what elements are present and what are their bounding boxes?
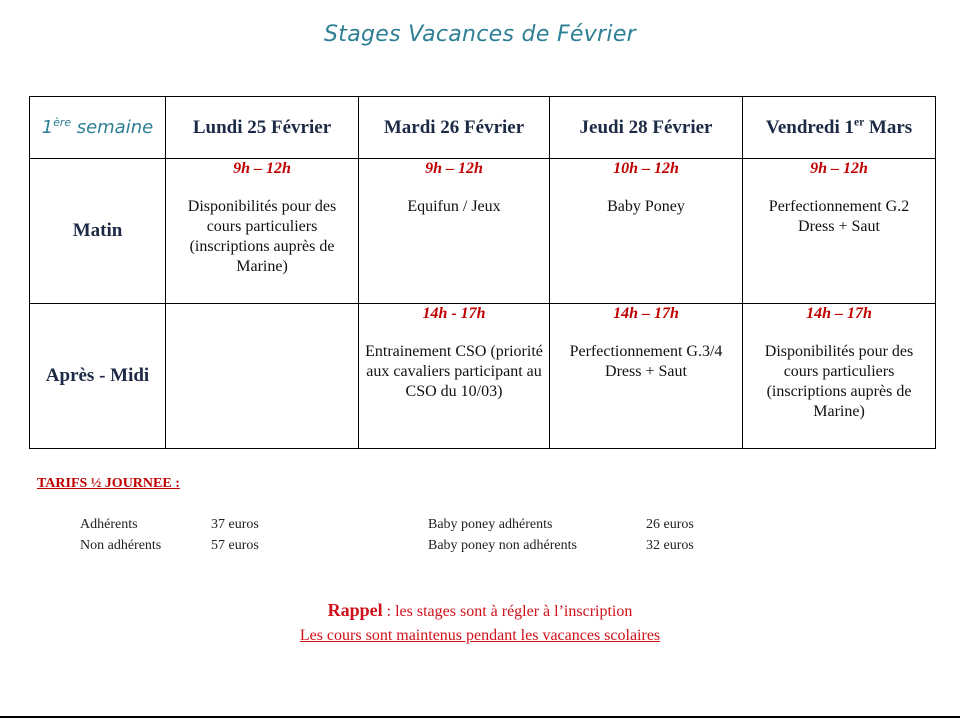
time-slot: 14h – 17h <box>613 305 679 322</box>
day-header-thursday: Jeudi 28 Février <box>550 97 743 159</box>
activity-description: Equifun / Jeux <box>407 198 501 215</box>
day-header-monday: Lundi 25 Février <box>166 97 359 159</box>
rappel-label: Rappel <box>327 600 383 620</box>
rappel-note <box>0 600 960 621</box>
header-row <box>30 97 936 159</box>
tarif-price: 37 euros <box>211 517 259 532</box>
time-slot: 10h – 12h <box>613 160 679 177</box>
schedule-cell <box>550 159 743 304</box>
tarif-price: 57 euros <box>211 538 259 553</box>
schedule-cell-empty <box>166 304 359 449</box>
row-label-afternoon: Après - Midi <box>30 304 166 449</box>
day-header-tuesday: Mardi 26 Février <box>359 97 550 159</box>
schedule-cell <box>359 159 550 304</box>
schedule-cell <box>743 159 936 304</box>
row-label-morning: Matin <box>30 159 166 304</box>
tarif-price: 26 euros <box>646 517 694 532</box>
activity-description: Entrainement CSO (priorité aux cavaliers participant au CSO du 10/03) <box>365 343 543 400</box>
time-slot: 9h – 12h <box>425 160 483 177</box>
tarif-label: Baby poney adhérents <box>428 517 553 532</box>
schedule-cell <box>743 304 936 449</box>
bottom-divider <box>0 716 960 718</box>
schedule-cell <box>550 304 743 449</box>
time-slot: 9h – 12h <box>810 160 868 177</box>
activity-description: Disponibilités pour des cours particuliers (inscriptions auprès de Marine) <box>764 343 914 420</box>
tarifs-heading: TARIFS ½ JOURNEE : <box>37 476 180 491</box>
tarif-label: Baby poney non adhérents <box>428 538 577 553</box>
tarif-price: 32 euros <box>646 538 694 553</box>
time-slot: 14h - 17h <box>422 305 486 322</box>
schedule-table <box>29 96 936 449</box>
activity-description: Perfectionnement G.3/4 Dress + Saut <box>569 343 723 380</box>
morning-row <box>30 159 936 304</box>
page-title: Stages Vacances de Février <box>324 22 636 47</box>
schedule-cell <box>166 159 359 304</box>
time-slot: 14h – 17h <box>806 305 872 322</box>
schedule-cell <box>359 304 550 449</box>
time-slot: 9h – 12h <box>233 160 291 177</box>
activity-description: Disponibilités pour des cours particuliers (inscriptions auprès de Marine) <box>187 198 337 275</box>
activity-description: Perfectionnement G.2 Dress + Saut <box>768 198 910 235</box>
rappel-text: : les stages sont à régler à l’inscription <box>382 603 633 620</box>
tarif-label: Adhérents <box>80 517 138 532</box>
afternoon-row <box>30 304 936 449</box>
day-header-friday: Vendredi 1er Mars <box>743 97 936 159</box>
tarif-label: Non adhérents <box>80 538 162 553</box>
activity-description: Baby Poney <box>607 198 685 215</box>
cours-note: Les cours sont maintenus pendant les vacances scolaires <box>299 627 661 644</box>
week-label: 1ère semaine <box>30 97 166 159</box>
